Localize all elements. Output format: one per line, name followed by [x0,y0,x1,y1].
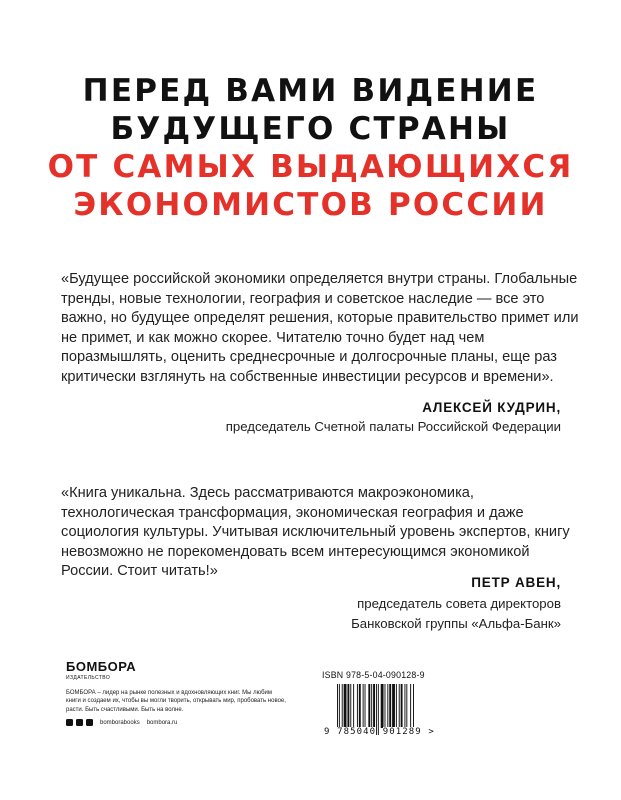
barcode-bar [399,684,400,728]
barcode-bar [371,684,372,728]
isbn-text: ISBN 978-5-04-090128-9 [322,670,425,680]
quote-aven: «Книга уникальна. Здесь рассматриваются макроэкономика, технологическая трансформация, экономическая география и даже социология культуры. Учитывая исключительный уровень экспертов, книгу невозможно не порекомендовать всем интересующимся экономикой России. Стоит читать!» [61,485,570,580]
barcode-bar [359,684,361,728]
barcode-digits [324,727,434,737]
barcode-quiet-marker: > [428,727,435,737]
publisher-site: bombora.ru [146,719,178,726]
vk-icon [66,719,73,726]
barcode-bar [381,684,384,728]
barcode-bar [363,684,364,728]
barcode-bar [396,684,397,728]
barcode-bar [344,684,347,728]
headline [0,72,621,224]
ok-icon [86,719,93,726]
quote-author-kudrin: АЛЕКСЕЙ КУДРИН, [422,400,561,415]
barcode-bar [373,684,375,728]
barcode-bar [392,684,395,728]
headline-line-4: ЭКОНОМИСТОВ РОССИИ [73,187,548,223]
publisher-subtitle: ИЗДАТЕЛЬСТВО [66,675,111,681]
barcode-digit-lead: 9 [324,727,331,737]
barcode-bar [385,684,386,728]
publisher-handle: bomborabooks [100,719,140,726]
headline-line-3: ОТ САМЫХ ВЫДАЮЩИХСЯ [47,149,574,185]
barcode-bar [357,684,358,728]
telegram-icon [76,719,83,726]
publisher-description: БОМБОРА – лидер на рынке полезных и вдохновляющих книг. Мы любим книги и создаем их, чтобы вы могли творить, открывать мир, пробовать новое, расти. Быть счастливыми. Быть на волне. [66,690,286,713]
quote-kudrin: «Будущее российской экономики определяется внутри страны. Глобальные тренды, новые технологии, география и советское наследие — все это важно, но будущее определят решения, которые правительство примет или не примет, и как можно скорее. Читателю точно будет над чем поразмышлять, оценить среднесрочные и долгосрочные планы, еще раз критически взглянуть на собственные инвестиции ресурсов и времени». [61,271,579,385]
barcode-bar [387,684,388,728]
barcode-bar [368,684,370,728]
barcode-bar [410,684,411,728]
quote-author-aven: ПЕТР АВЕН, [471,575,561,590]
barcode-bar [404,684,405,728]
barcode-bar [406,684,407,728]
quote-role-aven-line-1: председатель совета директоров [357,596,561,611]
barcode-bar [342,684,343,728]
quote-role-kudrin: председатель Счетной палаты Российской Федерации [225,419,561,434]
barcode-bar [347,684,349,728]
publisher-logo: БОМБОРА [66,659,137,674]
isbn-label [322,670,432,680]
quote-role-aven-line-2: Банковской группы «Альфа-Банк» [351,616,561,631]
barcode-bar [365,684,366,728]
headline-line-2: БУДУЩЕГО СТРАНЫ [110,111,511,147]
publisher-links [66,719,306,726]
barcode-bar [389,684,391,728]
barcode-bar [401,684,403,728]
quote-role-aven [121,594,561,634]
barcode-bar [353,684,354,728]
barcode-digits-right: 901289 [382,727,422,737]
headline-line-1: ПЕРЕД ВАМИ ВИДЕНИЕ [82,73,539,109]
barcode-digits-left: 785040 [337,727,377,737]
barcode-bar [350,684,351,728]
publisher-block [66,660,306,726]
